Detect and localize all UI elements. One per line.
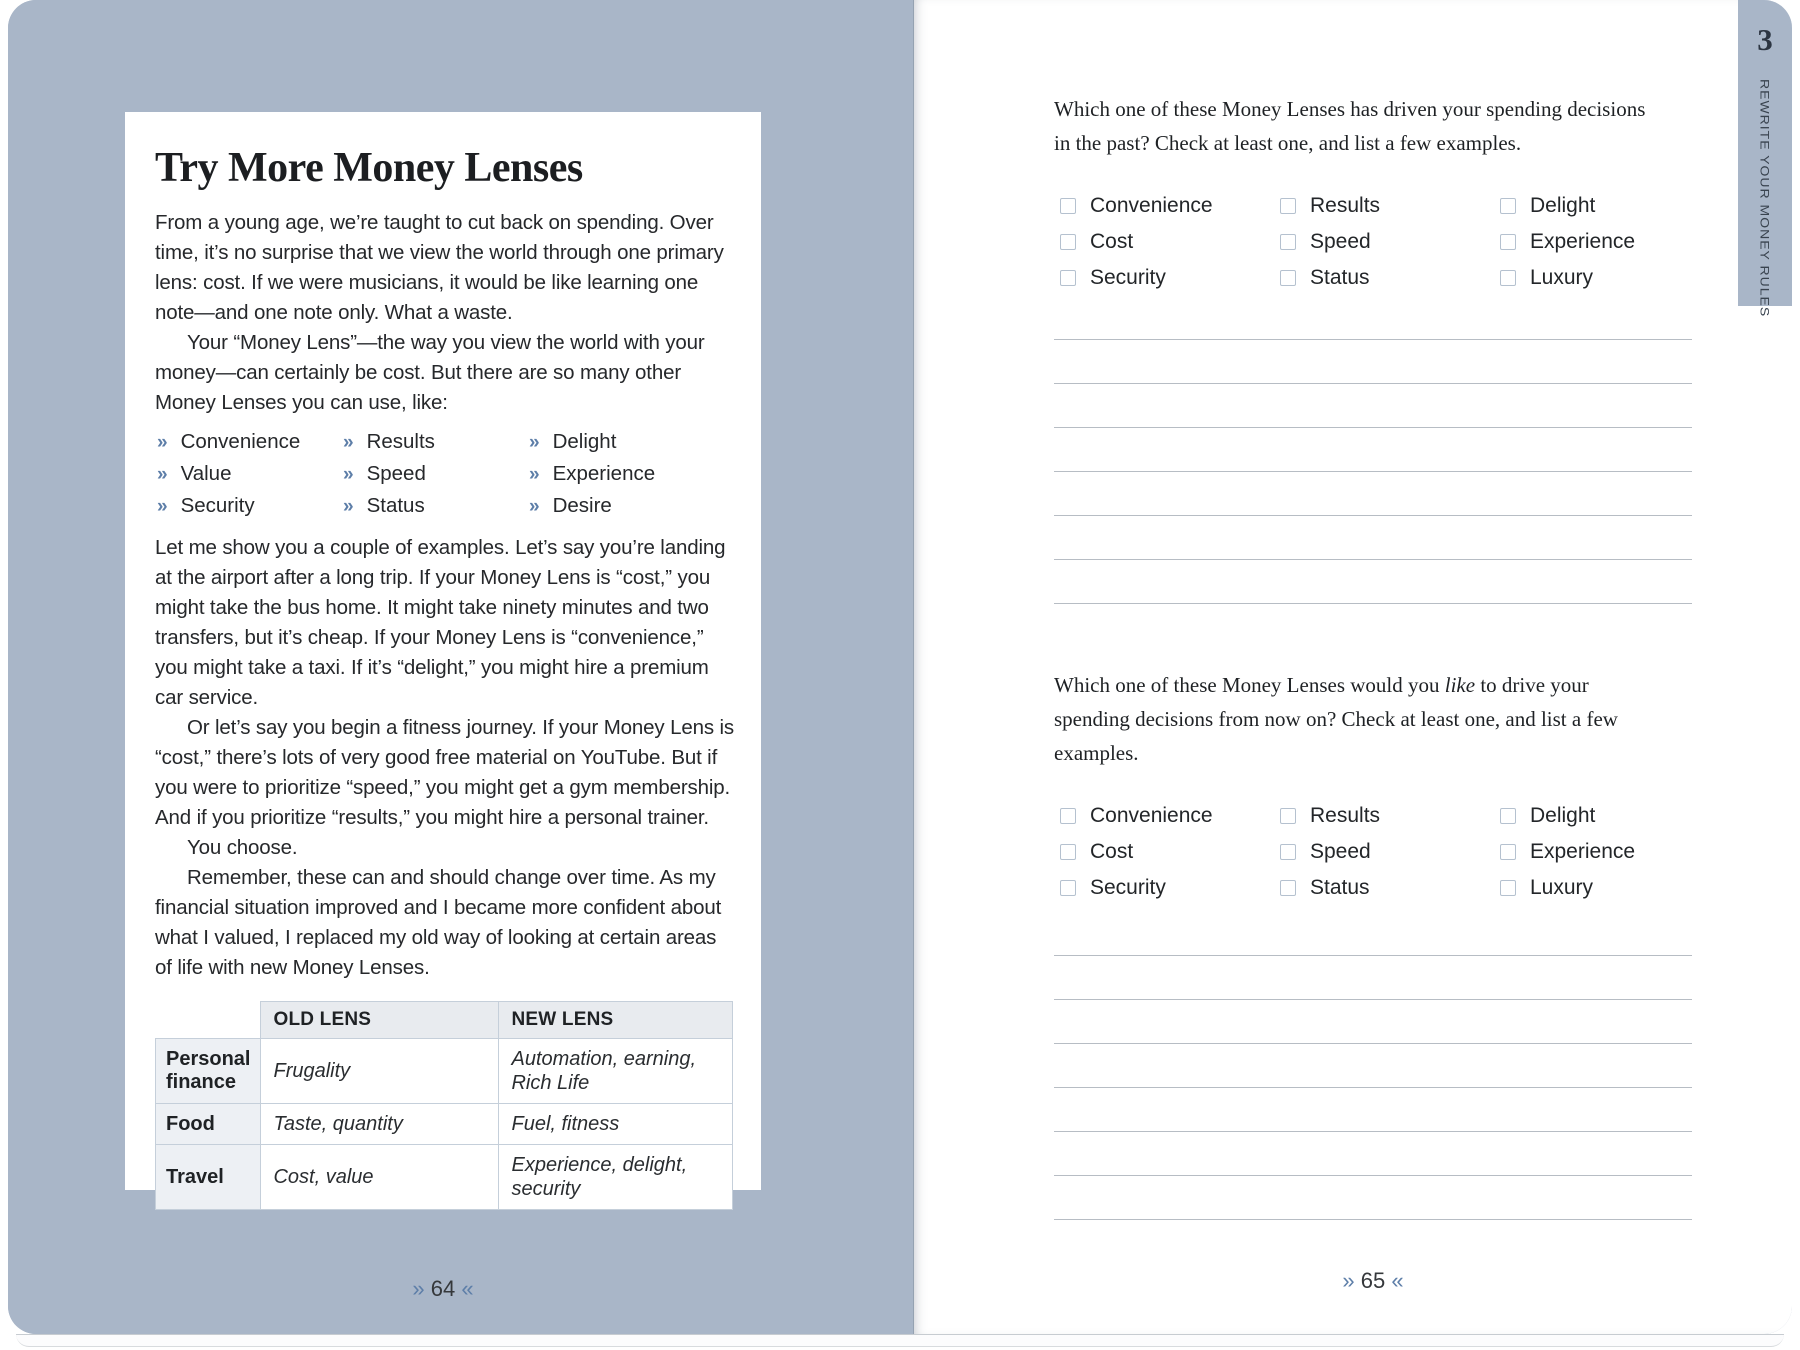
checkbox-row xyxy=(1060,798,1280,834)
answer-line xyxy=(1054,1000,1692,1044)
table-row-label: Food xyxy=(156,1104,261,1145)
checkbox[interactable] xyxy=(1500,198,1516,214)
answer-line xyxy=(1054,516,1692,560)
question-2 xyxy=(1054,668,1692,770)
checkbox-column xyxy=(1060,798,1280,906)
checkbox-row xyxy=(1280,224,1500,260)
checkbox-row xyxy=(1060,260,1280,296)
checkbox[interactable] xyxy=(1280,844,1296,860)
checkbox-label: Status xyxy=(1310,266,1370,289)
page-number-value: 65 xyxy=(1360,1268,1386,1293)
chapter-tab xyxy=(1738,0,1792,318)
checkbox-group-1 xyxy=(1054,188,1692,296)
answer-line xyxy=(1054,428,1692,472)
body-paragraph: From a young age, we’re taught to cut back on spending. Over time, it’s no surprise that we view the world through one primary lens: cost. If we were musicians, it would be like learning one note—and one note only. What a waste. xyxy=(155,211,724,324)
lens-item xyxy=(157,428,343,457)
double-chevron-icon: » xyxy=(529,432,540,453)
answer-line xyxy=(1054,1088,1692,1132)
lens-item xyxy=(343,460,529,489)
checkbox[interactable] xyxy=(1500,808,1516,824)
lens-item xyxy=(157,460,343,489)
answer-line xyxy=(1054,384,1692,428)
body-paragraph: Your “Money Lens”—the way you view the world with your money—can certainly be cost. But there are so many other Money Lenses you can use, like: xyxy=(155,331,705,414)
table-cell-old: Taste, quantity xyxy=(261,1104,499,1145)
checkbox[interactable] xyxy=(1060,844,1076,860)
checkbox-row xyxy=(1500,188,1692,224)
question-text-segment: Which one of these Money Lenses would you xyxy=(1054,673,1445,697)
checkbox-column xyxy=(1500,798,1692,906)
right-page xyxy=(913,0,1792,1334)
checkbox-label: Speed xyxy=(1310,230,1371,253)
checkbox-label: Experience xyxy=(1530,840,1636,863)
lens-label: Speed xyxy=(366,462,426,485)
checkbox-row xyxy=(1060,834,1280,870)
checkbox-label: Results xyxy=(1310,194,1381,217)
page-number-right xyxy=(1054,1268,1692,1294)
double-chevron-icon: » xyxy=(529,496,540,517)
lens-label: Convenience xyxy=(180,430,301,453)
lens-item xyxy=(529,460,735,489)
lens-label: Status xyxy=(366,494,425,517)
body-paragraph: Or let’s say you begin a fitness journey. If your Money Lens is “cost,” there’s lots of very good free material on YouTube. But if you were to prioritize “speed,” you might get a gym membership. And if you prioritize “results,” you might hire a personal trainer. xyxy=(155,716,734,829)
body-paragraph: Remember, these can and should change over time. As my financial situation improved and I became more confident about what I valued, I replaced my old way of looking at certain areas of life with new Money Lenses. xyxy=(155,866,722,979)
checkbox-row xyxy=(1280,798,1500,834)
checkbox[interactable] xyxy=(1500,844,1516,860)
table-blank-cell xyxy=(156,1002,261,1039)
answer-lines-1 xyxy=(1054,296,1692,604)
table-cell-old: Frugality xyxy=(261,1039,499,1104)
double-chevron-icon: » xyxy=(343,432,354,453)
answer-line xyxy=(1054,1176,1692,1220)
double-chevron-icon: » xyxy=(157,496,168,517)
answer-line xyxy=(1054,560,1692,604)
question-text-italic: like xyxy=(1444,673,1476,697)
checkbox[interactable] xyxy=(1060,270,1076,286)
table-row xyxy=(156,1145,733,1210)
answer-line xyxy=(1054,912,1692,956)
guillemet-close-icon: « xyxy=(461,1276,474,1301)
question-text-line: spending decisions from now on? Check at least one, and list a few xyxy=(1054,707,1618,731)
checkbox-row xyxy=(1280,834,1500,870)
page-stack-edge xyxy=(16,1334,1784,1347)
checkbox[interactable] xyxy=(1500,880,1516,896)
page-number-value: 64 xyxy=(430,1276,456,1301)
chapter-number: 3 xyxy=(1757,22,1773,57)
checkbox-label: Luxury xyxy=(1530,266,1594,289)
answer-line xyxy=(1054,340,1692,384)
table-cell-old: Cost, value xyxy=(261,1145,499,1210)
lens-item xyxy=(529,428,735,457)
content-card xyxy=(125,112,761,1200)
checkbox[interactable] xyxy=(1060,808,1076,824)
question-1 xyxy=(1054,92,1692,160)
double-chevron-icon: » xyxy=(343,464,354,485)
checkbox-row xyxy=(1500,224,1692,260)
table-header-old-lens: OLD LENS xyxy=(261,1002,499,1039)
checkbox-label: Speed xyxy=(1310,840,1371,863)
lens-label: Desire xyxy=(552,494,612,517)
double-chevron-icon: » xyxy=(157,432,168,453)
checkbox-column xyxy=(1280,188,1500,296)
answer-line xyxy=(1054,956,1692,1000)
answer-line xyxy=(1054,1132,1692,1176)
guillemet-open-icon: » xyxy=(1342,1268,1355,1293)
guillemet-open-icon: » xyxy=(412,1276,425,1301)
double-chevron-icon: » xyxy=(157,464,168,485)
checkbox[interactable] xyxy=(1280,198,1296,214)
table-cell-new: Fuel, fitness xyxy=(499,1104,733,1145)
table-row-label: Personal finance xyxy=(156,1039,261,1104)
checkbox-row xyxy=(1060,224,1280,260)
body-paragraph: You choose. xyxy=(187,836,298,859)
checkbox-column xyxy=(1280,798,1500,906)
checkbox-label: Convenience xyxy=(1090,804,1213,827)
checkbox-row xyxy=(1280,188,1500,224)
lens-label: Security xyxy=(180,494,255,517)
checkbox[interactable] xyxy=(1060,234,1076,250)
checkbox-label: Luxury xyxy=(1530,876,1594,899)
checkbox-row xyxy=(1280,260,1500,296)
table-header-new-lens: NEW LENS xyxy=(499,1002,733,1039)
checkbox-row xyxy=(1500,798,1692,834)
double-chevron-icon: » xyxy=(343,496,354,517)
checkbox[interactable] xyxy=(1280,808,1296,824)
comparison-table xyxy=(155,1001,733,1210)
checkbox-label: Results xyxy=(1310,804,1381,827)
lens-label: Value xyxy=(180,462,232,485)
lens-label: Results xyxy=(366,430,435,453)
checkbox-row xyxy=(1280,870,1500,906)
guillemet-close-icon: « xyxy=(1391,1268,1404,1293)
table-cell-new: Automation, earning, Rich Life xyxy=(499,1039,733,1104)
checkbox-label: Experience xyxy=(1530,230,1636,253)
checkbox-label: Cost xyxy=(1090,840,1134,863)
answer-line xyxy=(1054,296,1692,340)
question-text-line: in the past? Check at least one, and list a few examples. xyxy=(1054,131,1522,155)
checkbox-row xyxy=(1500,870,1692,906)
checkbox-column xyxy=(1060,188,1280,296)
checkbox-label: Delight xyxy=(1530,804,1596,827)
lens-label: Delight xyxy=(552,430,617,453)
checkbox[interactable] xyxy=(1280,880,1296,896)
page-number-left xyxy=(125,1276,761,1302)
money-lens-list xyxy=(157,428,735,521)
table-cell-new: Experience, delight, security xyxy=(499,1145,733,1210)
table-row xyxy=(156,1104,733,1145)
checkbox[interactable] xyxy=(1060,880,1076,896)
answer-line xyxy=(1054,472,1692,516)
answer-line xyxy=(1054,1044,1692,1088)
lens-item xyxy=(343,492,529,521)
checkbox-row xyxy=(1060,870,1280,906)
question-text-line: examples. xyxy=(1054,741,1139,765)
checkbox-label: Cost xyxy=(1090,230,1134,253)
checkbox[interactable] xyxy=(1500,234,1516,250)
checkbox[interactable] xyxy=(1060,198,1076,214)
checkbox[interactable] xyxy=(1280,234,1296,250)
checkbox-label: Security xyxy=(1090,266,1166,289)
chapter-title: REWRITE YOUR MONEY RULES xyxy=(1758,79,1772,318)
checkbox-column xyxy=(1500,188,1692,296)
book-spread xyxy=(8,0,1792,1334)
answer-lines-2 xyxy=(1054,912,1692,1220)
table-header-row xyxy=(156,1002,733,1039)
lens-label: Experience xyxy=(552,462,656,485)
page-title: Try More Money Lenses xyxy=(155,145,583,191)
checkbox-row xyxy=(1060,188,1280,224)
question-text-segment: to drive your xyxy=(1475,673,1589,697)
checkbox-group-2 xyxy=(1054,798,1692,906)
body-paragraph: Let me show you a couple of examples. Let’s say you’re landing at the airport after a long trip. If your Money Lens is “cost,” you might take the bus home. It might take ninety minutes and two transfers, but it’s cheap. If your Money Lens is “convenience,” you might take a taxi. If it’s “delight,” you might hire a premium car service. xyxy=(155,536,726,709)
lens-item xyxy=(343,428,529,457)
question-text-line xyxy=(1054,668,1692,702)
checkbox-row xyxy=(1500,260,1692,296)
checkbox-label: Security xyxy=(1090,876,1166,899)
checkbox-label: Delight xyxy=(1530,194,1596,217)
question-text-line: Which one of these Money Lenses has driven your spending decisions xyxy=(1054,97,1646,121)
checkbox[interactable] xyxy=(1500,270,1516,286)
lens-item xyxy=(529,492,735,521)
checkbox-row xyxy=(1500,834,1692,870)
left-page xyxy=(8,0,913,1334)
double-chevron-icon: » xyxy=(529,464,540,485)
checkbox-label: Convenience xyxy=(1090,194,1213,217)
table-row xyxy=(156,1039,733,1104)
checkbox-label: Status xyxy=(1310,876,1370,899)
checkbox[interactable] xyxy=(1280,270,1296,286)
lens-item xyxy=(157,492,343,521)
table-row-label: Travel xyxy=(156,1145,261,1210)
